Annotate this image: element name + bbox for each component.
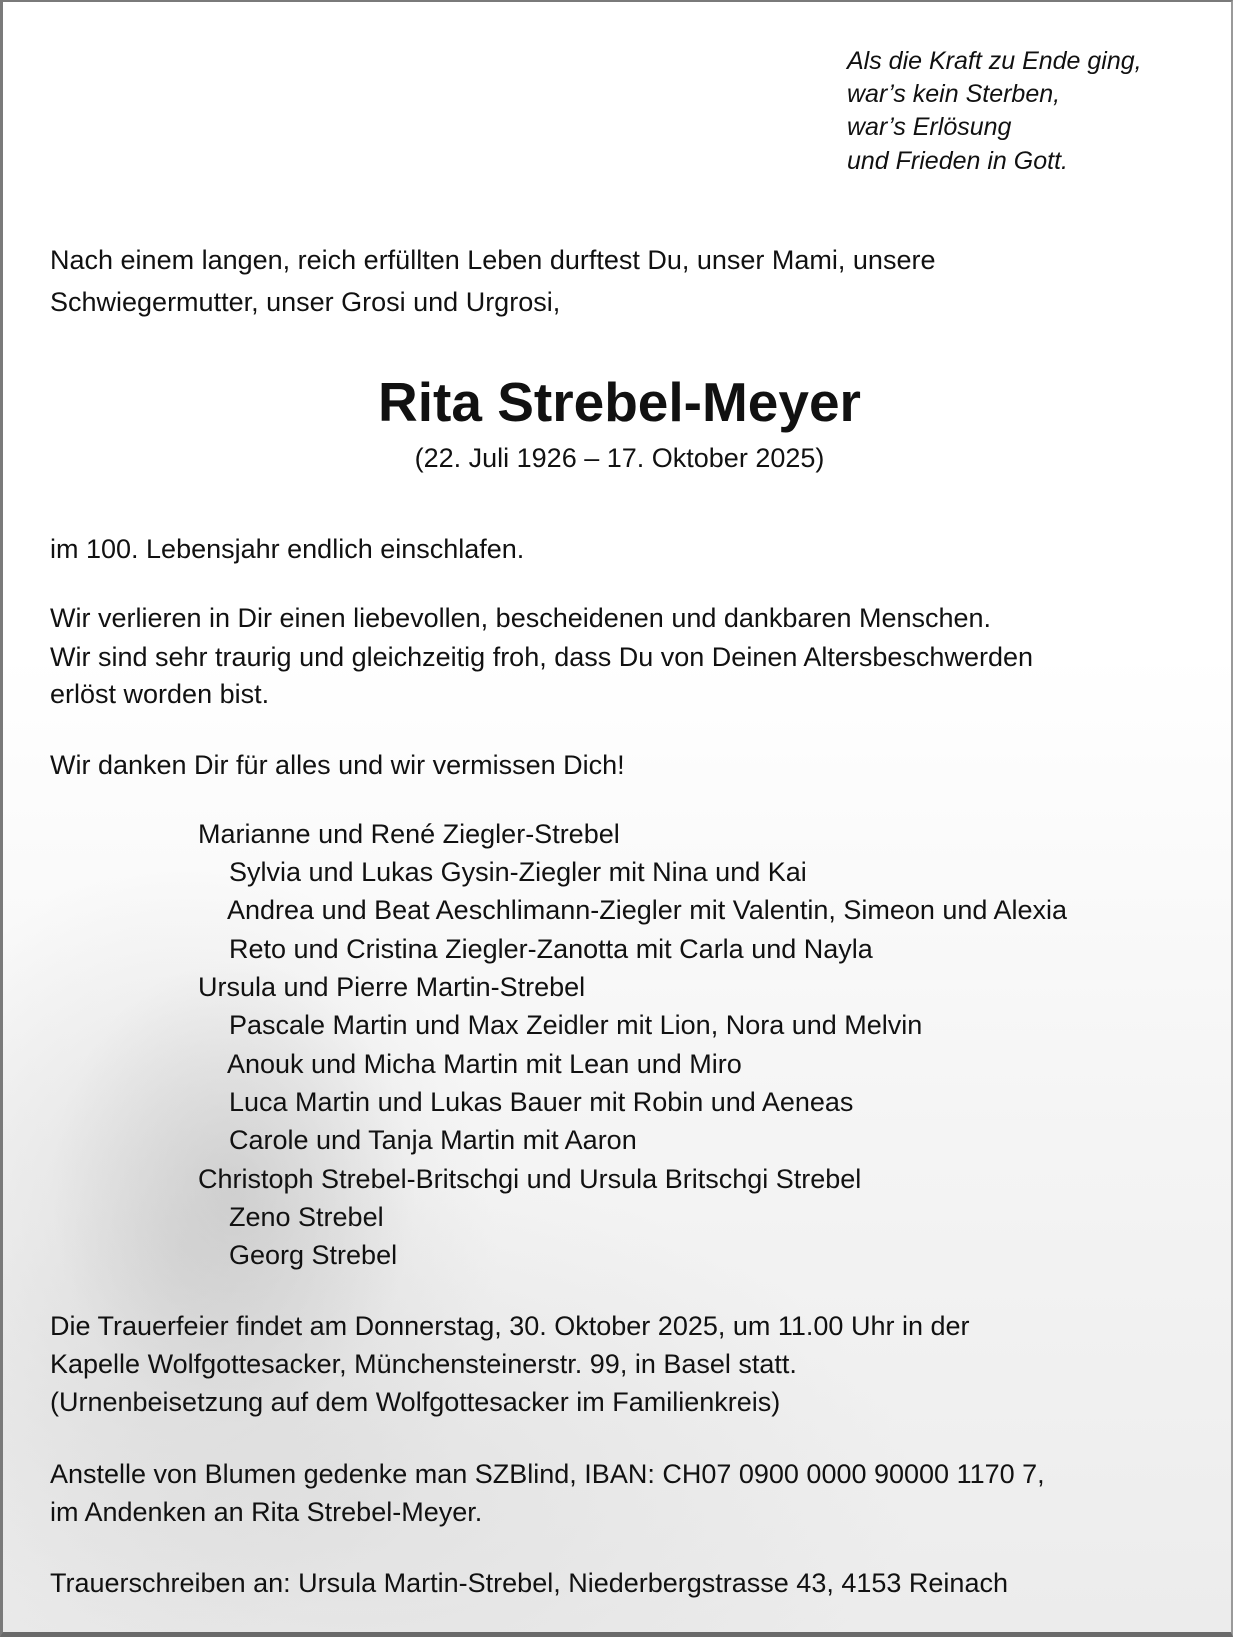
family-member: Christoph Strebel-Britschgi und Ursula Britschgi Strebel <box>198 1164 862 1194</box>
life-dates: (22. Juli 1926 – 17. Oktober 2025) <box>414 443 825 473</box>
deceased-name: Rita Strebel-Meyer <box>378 371 861 433</box>
tribute-line: erlöst worden bist. <box>50 679 270 709</box>
intro-line: Schwiegermutter, unser Grosi und Urgrosi, <box>50 287 561 317</box>
thanks-line: Wir danken Dir für alles und wir vermissen Dich! <box>50 750 625 780</box>
quote-line: war’s kein Sterben, <box>847 80 1061 108</box>
intro-line: Nach einem langen, reich erfüllten Leben durftest Du, unser Mami, unsere <box>50 245 936 275</box>
family-member: Pascale Martin und Max Zeidler mit Lion, Nora und Melvin <box>229 1010 923 1040</box>
tribute-line: Wir sind sehr traurig und gleichzeitig froh, dass Du von Deinen Altersbeschwerden <box>50 642 1033 672</box>
quote-line: und Frieden in Gott. <box>847 147 1068 175</box>
family-member: Carole und Tanja Martin mit Aaron <box>229 1125 637 1155</box>
quote-line: Als die Kraft zu Ende ging, <box>847 47 1142 75</box>
family-member: Andrea und Beat Aeschlimann-Ziegler mit Valentin, Simeon und Alexia <box>227 895 1067 925</box>
ceremony-line: (Urnenbeisetzung auf dem Wolfgottesacker im Familienkreis) <box>50 1387 781 1417</box>
ceremony-line: Die Trauerfeier findet am Donnerstag, 30. Oktober 2025, um 11.00 Uhr in der <box>50 1311 970 1341</box>
family-member: Luca Martin und Lukas Bauer mit Robin und Aeneas <box>229 1087 854 1117</box>
family-member: Georg Strebel <box>229 1240 398 1270</box>
condolence-address: Trauerschreiben an: Ursula Martin-Strebel, Niederbergstrasse 43, 4153 Reinach <box>50 1568 1008 1598</box>
family-member: Marianne und René Ziegler-Strebel <box>198 819 620 849</box>
tribute-line: Wir verlieren in Dir einen liebevollen, bescheidenen und dankbaren Menschen. <box>50 603 992 633</box>
family-member: Anouk und Micha Martin mit Lean und Miro <box>227 1049 742 1079</box>
family-member: Reto und Cristina Ziegler-Zanotta mit Carla und Nayla <box>229 934 873 964</box>
donation-line: Anstelle von Blumen gedenke man SZBlind, IBAN: CH07 0900 0000 90000 1170 7, <box>50 1459 1045 1489</box>
age-line: im 100. Lebensjahr endlich einschlafen. <box>50 534 525 564</box>
ceremony-line: Kapelle Wolfgottesacker, Münchensteinerstr. 99, in Basel statt. <box>50 1349 797 1379</box>
donation-line: im Andenken an Rita Strebel-Meyer. <box>50 1497 483 1527</box>
family-member: Zeno Strebel <box>229 1202 384 1232</box>
quote-line: war’s Erlösung <box>847 113 1012 141</box>
family-member: Ursula und Pierre Martin-Strebel <box>198 972 586 1002</box>
family-member: Sylvia und Lukas Gysin-Ziegler mit Nina und Kai <box>229 857 807 887</box>
